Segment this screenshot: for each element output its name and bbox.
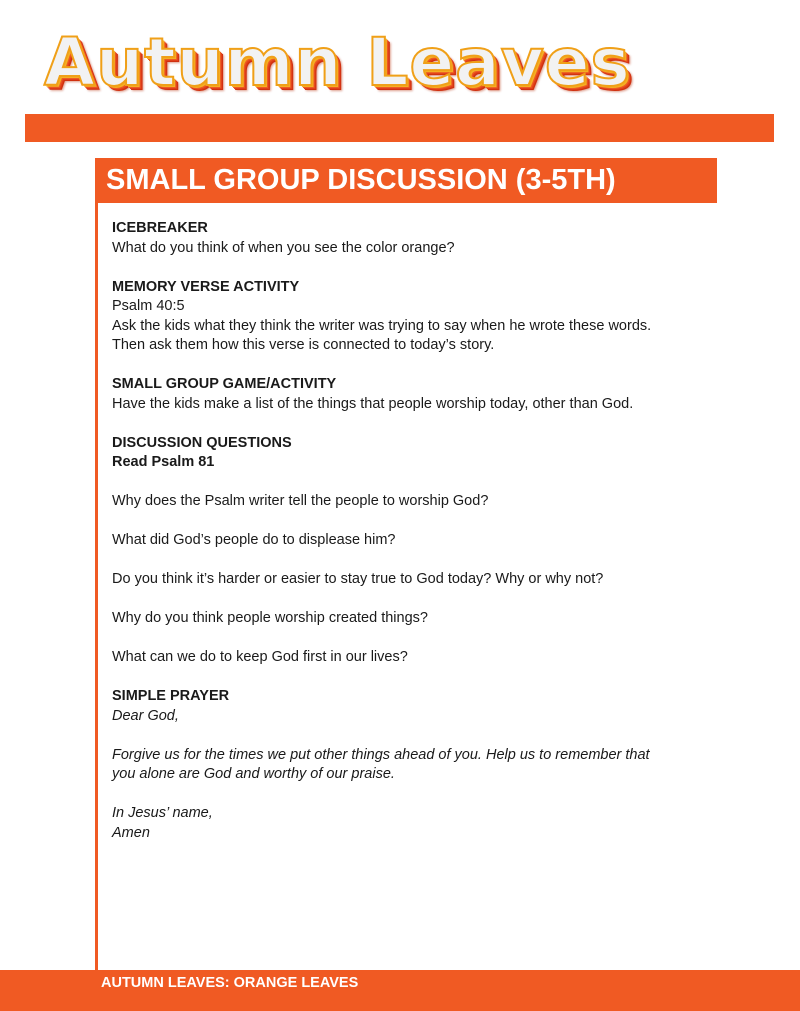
- prayer-closing-1: In Jesus’ name,: [112, 805, 213, 821]
- icebreaker-text: What do you think of when you see the color orange?: [112, 239, 455, 256]
- memory-verse-line-2: Then ask them how this verse is connected to today’s story.: [112, 337, 495, 353]
- discussion-subheading: Read Psalm 81: [112, 454, 215, 470]
- document-body: [112, 219, 752, 843]
- footer-text: AUTUMN LEAVES: ORANGE LEAVES: [101, 975, 359, 991]
- section-title: SMALL GROUP DISCUSSION (3-5TH): [95, 158, 717, 203]
- header-bar: [25, 114, 774, 142]
- discussion-question: Do you think it’s harder or easier to stay true to God today? Why or why not?: [112, 571, 604, 587]
- memory-verse-heading: MEMORY VERSE ACTIVITY: [112, 278, 300, 295]
- prayer-body-line-2: you alone are God and worthy of our praise.: [112, 766, 395, 782]
- game-text: Have the kids make a list of the things that people worship today, other than God.: [112, 395, 634, 412]
- left-rule: [95, 158, 98, 970]
- prayer-closing-2: Amen: [112, 824, 150, 841]
- discussion-heading: DISCUSSION QUESTIONS: [112, 434, 292, 451]
- game-heading: SMALL GROUP GAME/ACTIVITY: [112, 376, 337, 392]
- logo-title: Autumn Leaves: [44, 24, 631, 101]
- prayer-body-line-1: Forgive us for the times we put other things ahead of you. Help us to remember that: [112, 746, 650, 763]
- discussion-question: What did God’s people do to displease him?: [112, 532, 396, 548]
- prayer-greeting: Dear God,: [112, 707, 179, 724]
- memory-verse-line-1: Ask the kids what they think the writer was trying to say when he wrote these words.: [112, 317, 652, 334]
- memory-verse-reference: Psalm 40:5: [112, 298, 185, 314]
- prayer-heading: SIMPLE PRAYER: [112, 688, 230, 704]
- icebreaker-heading: ICEBREAKER: [112, 220, 208, 236]
- discussion-question: Why do you think people worship created things?: [112, 610, 428, 626]
- discussion-question: What can we do to keep God first in our lives?: [112, 649, 408, 665]
- discussion-question: Why does the Psalm writer tell the people to worship God?: [112, 493, 489, 509]
